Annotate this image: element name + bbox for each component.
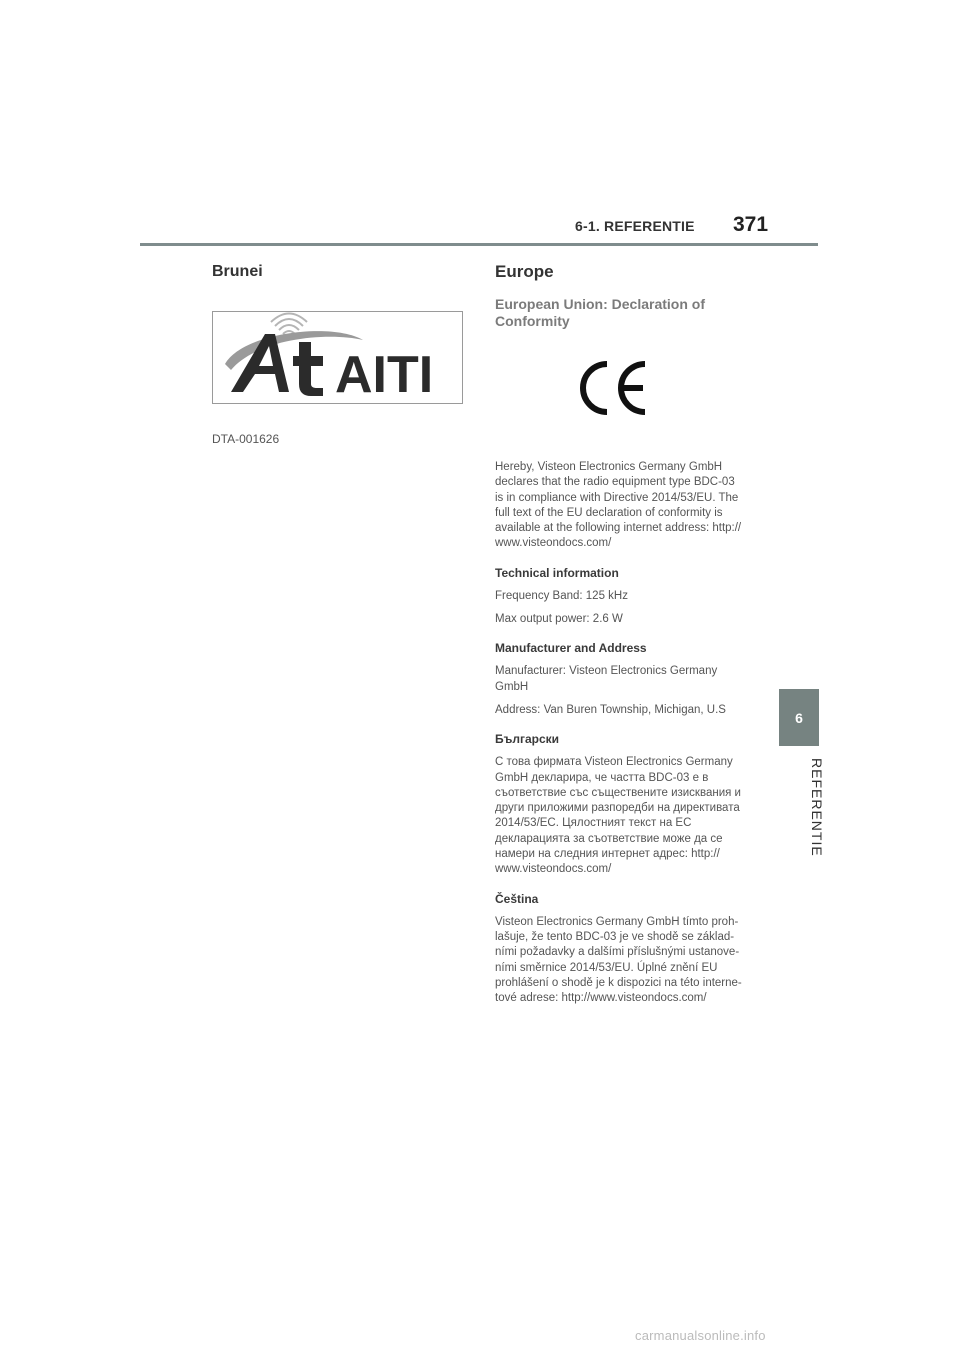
bulgarian-line: С това фирмата Visteon Electronics Germany (495, 756, 733, 769)
bulgarian-line: намери на следния интернет адрес: http:// (495, 848, 720, 861)
czech-line: tové adrese: http://www.visteondocs.com/ (495, 992, 707, 1005)
bulgarian-line: GmbH декларира, че частта BDC-03 е в (495, 771, 709, 784)
europe-section (495, 262, 747, 1006)
bulgarian-line: 2014/53/EC. Цялостният текст на EC (495, 817, 692, 830)
hereby-paragraph (495, 460, 747, 552)
manufacturer-line2: GmbH (495, 680, 529, 693)
dta-code: DTA-001626 (212, 432, 280, 446)
section-title: 6-1. REFERENTIE (575, 218, 695, 234)
chapter-label: REFERENTIE (809, 758, 825, 857)
frequency-band: Frequency Band: 125 kHz (495, 589, 628, 602)
czech-line: prohlášení o shodě je k dispozici na této interne- (495, 976, 742, 989)
hereby-line: Hereby, Visteon Electronics Germany GmbH (495, 461, 723, 473)
bulgarian-paragraph (495, 755, 747, 877)
czech-line: Visteon Electronics Germany GmbH tímto proh- (495, 915, 739, 928)
technical-heading: Technical information (495, 565, 619, 580)
czech-line: ními požadavky a dalšími příslušnými ustanove- (495, 946, 740, 959)
hereby-line: full text of the EU declaration of conformity is (495, 506, 723, 519)
manufacturer-heading: Manufacturer and Address (495, 641, 647, 656)
czech-line: lašuje, že tento BDC-03 je ve shodě se základ- (495, 930, 735, 943)
aiti-logo-icon (212, 311, 463, 404)
manufacturer-line1: Manufacturer: Visteon Electronics Germany (495, 665, 718, 678)
czech-paragraph (495, 915, 747, 1007)
brunei-heading: Brunei (212, 263, 263, 280)
bulgarian-line: съответствие със съществените изисквания и (495, 786, 741, 799)
bulgarian-line: други приложими разпоредби на директивата (495, 802, 740, 815)
czech-heading: Čeština (495, 891, 539, 906)
ce-mark-graphic (573, 358, 653, 418)
europe-heading: Europe (495, 262, 554, 281)
hereby-line: available at the following internet address: http:// (495, 522, 742, 535)
watermark-link[interactable]: carmanualsonline.info (635, 1328, 766, 1343)
chapter-number: 6 (795, 709, 803, 726)
bulgarian-heading: Български (495, 732, 560, 747)
ce-mark-icon (495, 330, 747, 460)
bulgarian-line: декларацията за съответствие може да се (495, 832, 723, 845)
manufacturer-address: Address: Van Buren Township, Michigan, U.S (495, 703, 726, 716)
aiti-logo-graphic (213, 312, 462, 403)
aiti-logo-text: AITI (335, 346, 434, 403)
hereby-line: is in compliance with Directive 2014/53/EU. The (495, 491, 739, 504)
page-number: 371 (733, 213, 769, 236)
max-output-power: Max output power: 2.6 W (495, 613, 623, 626)
chapter-tab (779, 689, 819, 746)
header-divider (140, 243, 818, 246)
bulgarian-line: www.visteondocs.com/ (495, 863, 612, 876)
eu-declaration-line1: European Union: Declaration of (495, 296, 706, 312)
eu-declaration-line2: Conformity (495, 313, 570, 329)
eu-declaration-heading (495, 296, 747, 330)
czech-line: ními směrnice 2014/53/EU. Úplné znění EU (495, 961, 718, 974)
hereby-line: www.visteondocs.com/ (495, 537, 612, 550)
hereby-line: declares that the radio equipment type BDC-03 (495, 476, 735, 489)
